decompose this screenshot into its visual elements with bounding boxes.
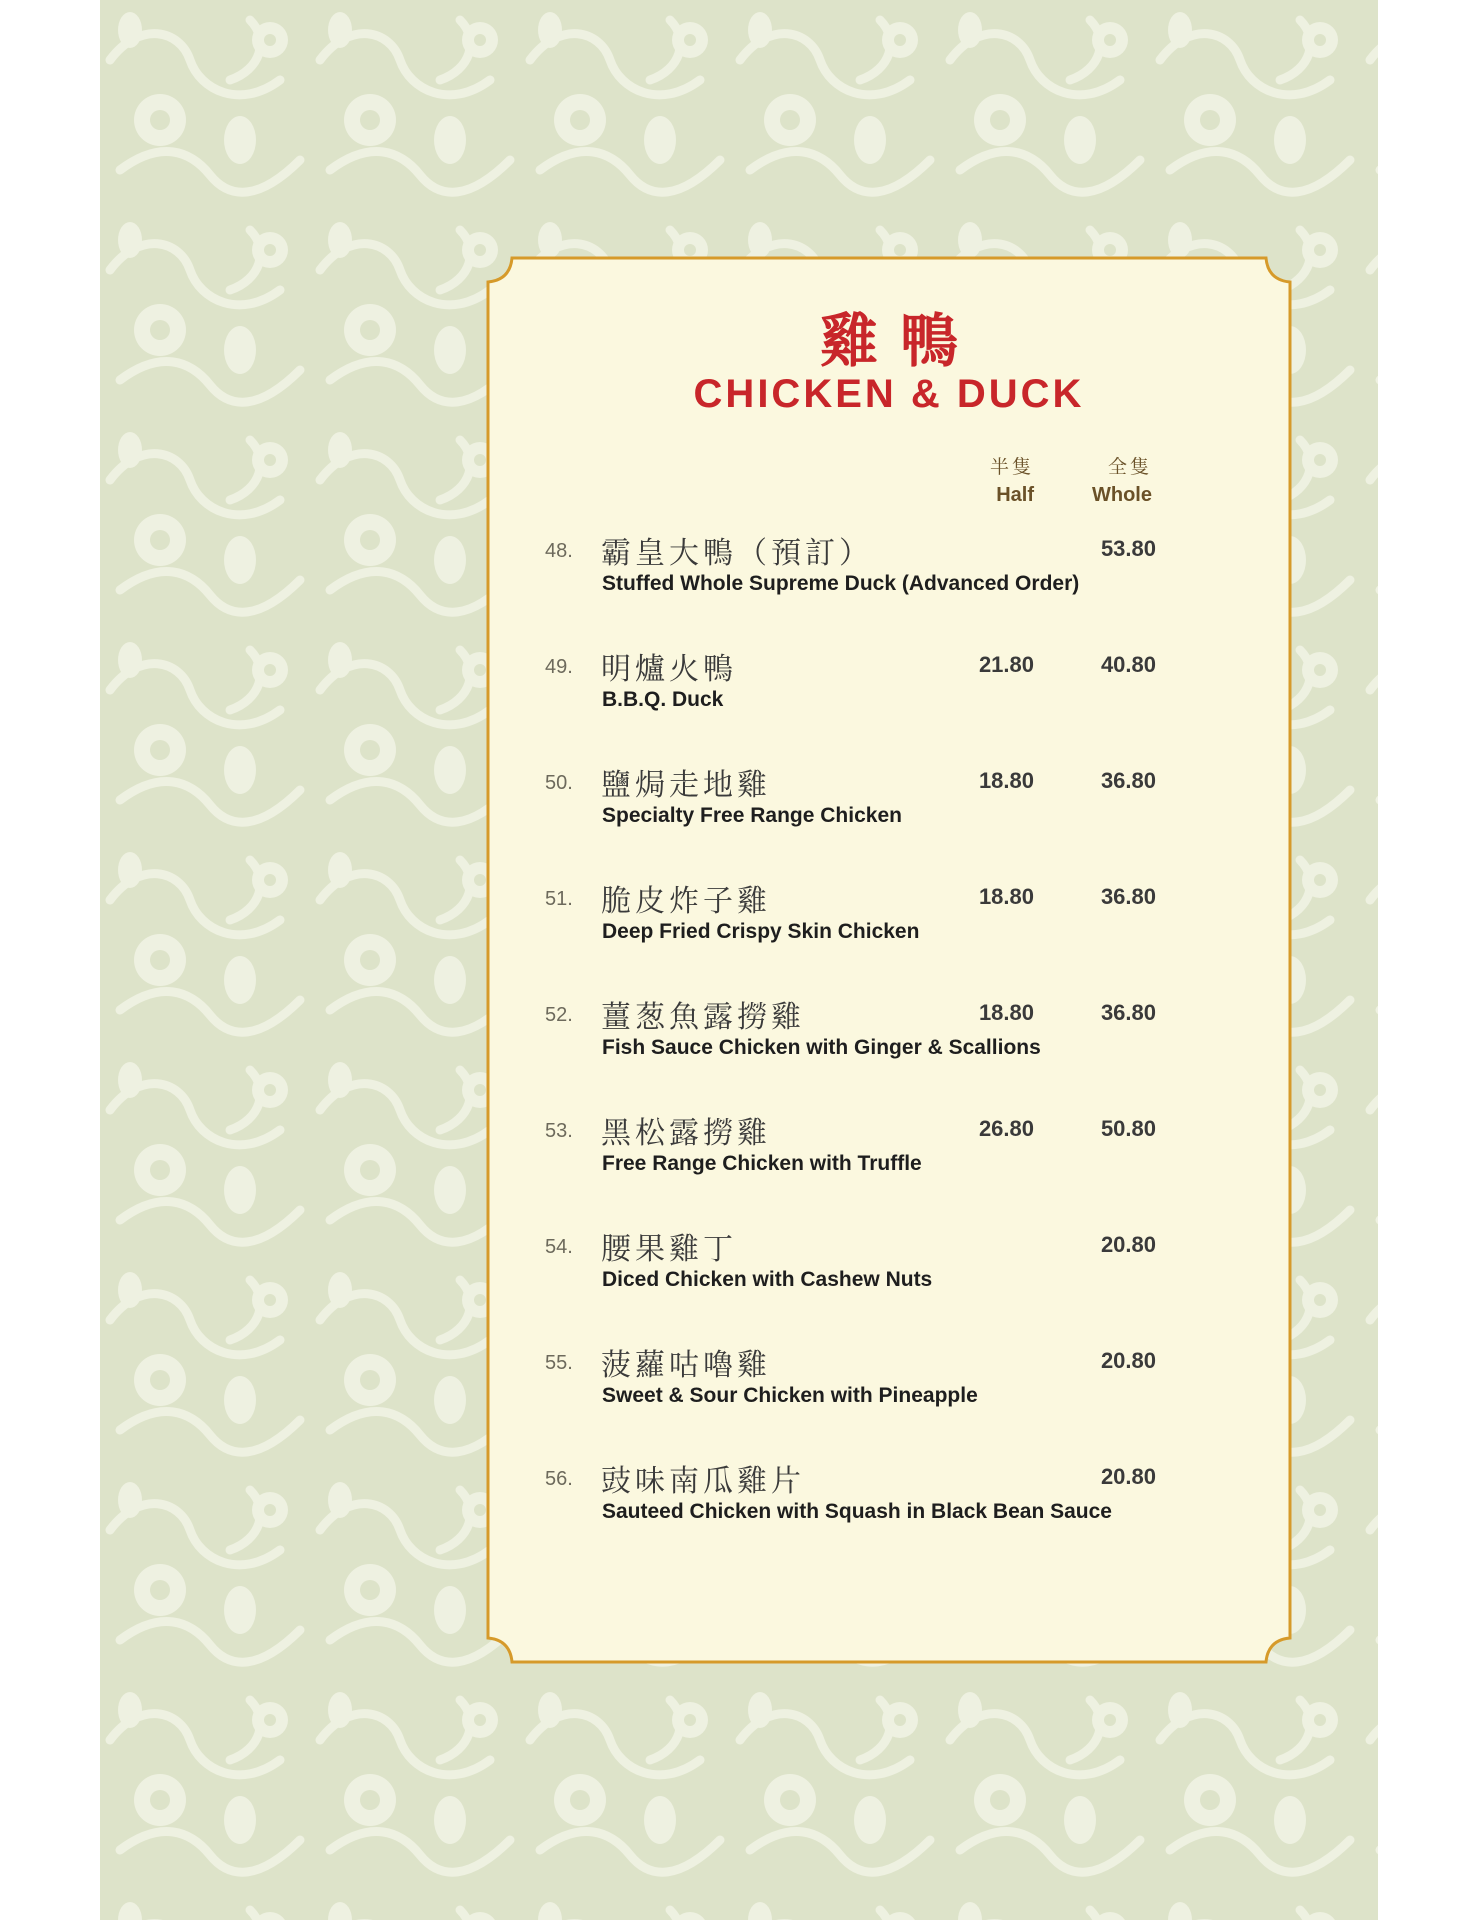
item-price-half: 18.80 bbox=[978, 1000, 1034, 1025]
item-price-whole: 20.80 bbox=[1100, 1348, 1156, 1373]
item-number: 49. bbox=[545, 656, 573, 678]
item-name: Free Range Chicken with Truffle bbox=[602, 1152, 922, 1175]
menu-item bbox=[484, 1224, 1294, 1324]
menu-item bbox=[484, 1456, 1294, 1556]
item-name-chinese: 薑葱魚露撈雞 bbox=[601, 1000, 805, 1035]
item-name: Deep Fried Crispy Skin Chicken bbox=[602, 920, 920, 943]
item-price-half: 18.80 bbox=[978, 884, 1034, 909]
item-name: Stuffed Whole Supreme Duck (Advanced Order) bbox=[602, 572, 1080, 595]
item-number: 56. bbox=[545, 1468, 573, 1490]
item-name: B.B.Q. Duck bbox=[602, 688, 724, 711]
menu-card bbox=[484, 254, 1294, 1666]
section-title: CHICKEN & DUCK bbox=[693, 372, 1085, 416]
column-header-half-label: Half bbox=[996, 483, 1034, 506]
item-name-chinese: 腰果雞丁 bbox=[601, 1232, 737, 1267]
column-header-whole-label: Whole bbox=[1092, 483, 1152, 506]
item-name: Fish Sauce Chicken with Ginger & Scallions bbox=[602, 1036, 1041, 1059]
item-price-whole: 50.80 bbox=[1100, 1116, 1156, 1141]
item-price-whole: 36.80 bbox=[1100, 1000, 1156, 1025]
menu-item bbox=[484, 876, 1294, 976]
item-name-chinese: 黑松露撈雞 bbox=[601, 1116, 771, 1151]
menu-item bbox=[484, 528, 1294, 628]
item-price-whole: 36.80 bbox=[1100, 884, 1156, 909]
column-header-half-chinese: 半隻 bbox=[989, 456, 1034, 478]
item-name-chinese: 脆皮炸子雞 bbox=[601, 884, 771, 919]
item-name: Sauteed Chicken with Squash in Black Bean Sauce bbox=[602, 1500, 1112, 1523]
item-number: 52. bbox=[545, 1004, 573, 1026]
menu-item bbox=[484, 1108, 1294, 1208]
column-header-whole-chinese: 全隻 bbox=[1107, 456, 1152, 478]
menu-item bbox=[484, 992, 1294, 1092]
menu-item bbox=[484, 1340, 1294, 1440]
item-name-chinese: 霸皇大鴨（預訂） bbox=[601, 536, 873, 571]
item-name: Diced Chicken with Cashew Nuts bbox=[602, 1268, 933, 1291]
item-name: Sweet & Sour Chicken with Pineapple bbox=[602, 1384, 978, 1407]
item-number: 50. bbox=[545, 772, 573, 794]
column-header-whole bbox=[1024, 454, 1152, 509]
menu-page bbox=[100, 0, 1378, 1920]
item-number: 48. bbox=[545, 540, 573, 562]
item-price-whole: 53.80 bbox=[1100, 536, 1156, 561]
item-name-chinese: 豉味南瓜雞片 bbox=[601, 1464, 805, 1499]
item-number: 53. bbox=[545, 1120, 573, 1142]
item-price-whole: 36.80 bbox=[1100, 768, 1156, 793]
item-name-chinese: 鹽焗走地雞 bbox=[601, 768, 771, 803]
item-number: 54. bbox=[545, 1236, 573, 1258]
item-number: 51. bbox=[545, 888, 573, 910]
item-price-whole: 20.80 bbox=[1100, 1232, 1156, 1257]
menu-item bbox=[484, 760, 1294, 860]
item-name-chinese: 菠蘿咕嚕雞 bbox=[601, 1348, 771, 1383]
item-price-half: 26.80 bbox=[978, 1116, 1034, 1141]
item-price-half: 18.80 bbox=[978, 768, 1034, 793]
item-name: Specialty Free Range Chicken bbox=[602, 804, 902, 827]
item-price-whole: 40.80 bbox=[1100, 652, 1156, 677]
menu-item bbox=[484, 644, 1294, 744]
item-number: 55. bbox=[545, 1352, 573, 1374]
section-title-chinese: 雞鴨 bbox=[819, 307, 980, 375]
column-header-half bbox=[914, 454, 1034, 509]
item-price-whole: 20.80 bbox=[1100, 1464, 1156, 1489]
item-name-chinese: 明爐火鴨 bbox=[601, 652, 737, 687]
item-price-half: 21.80 bbox=[978, 652, 1034, 677]
